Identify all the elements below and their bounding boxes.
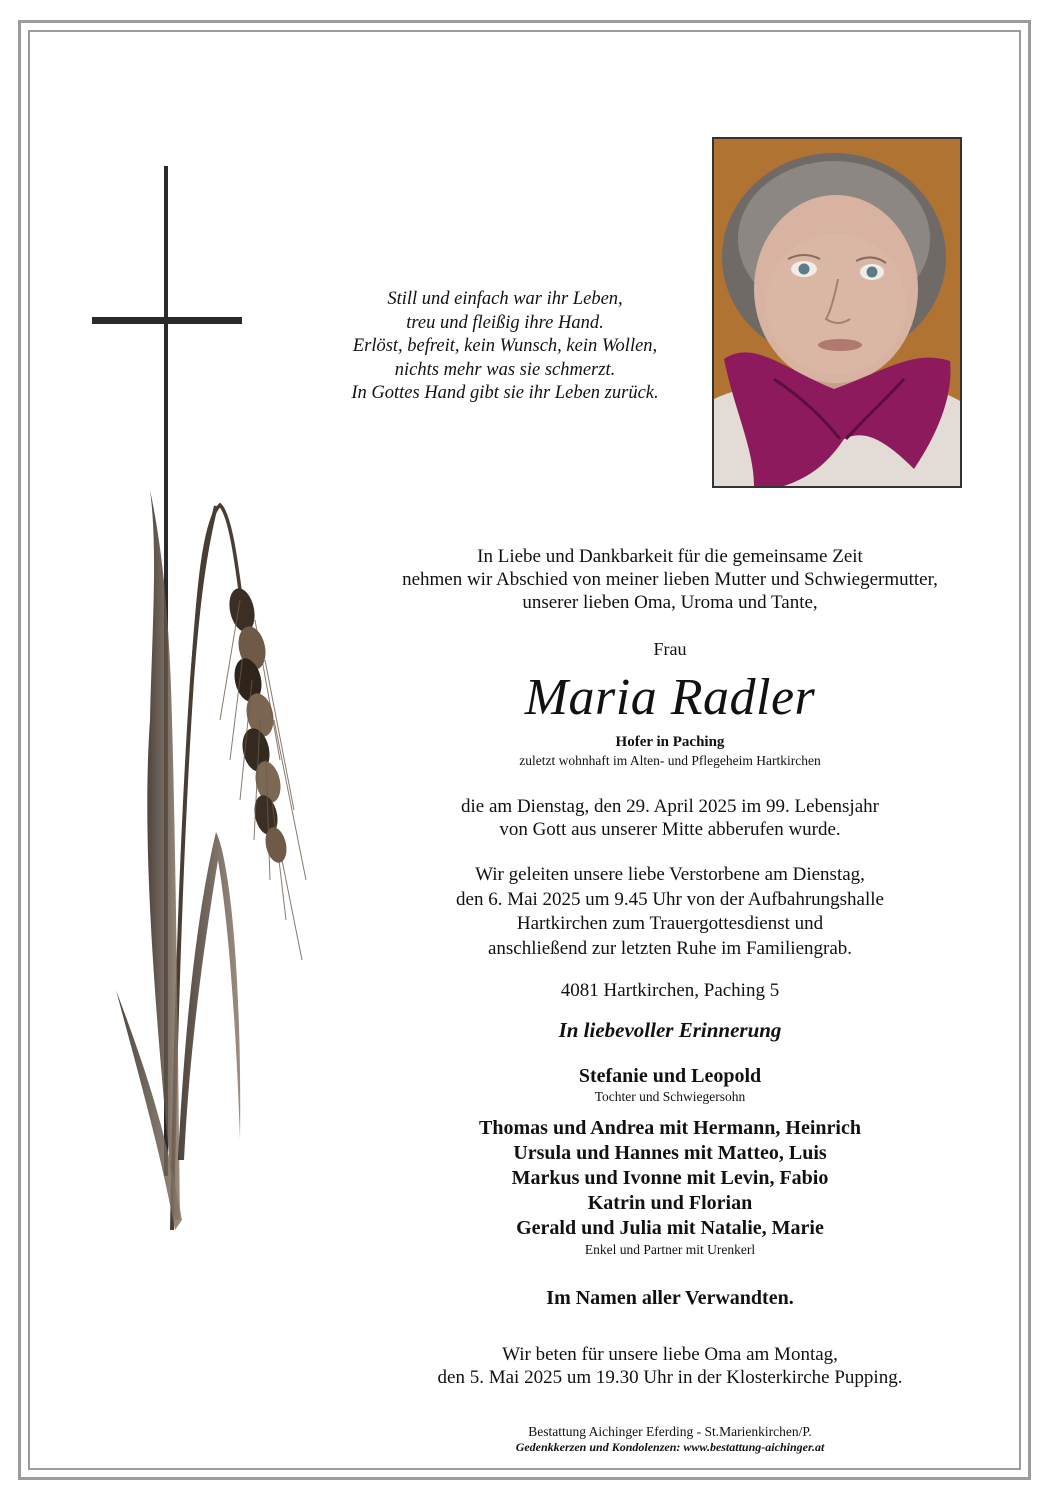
portrait-photo (712, 137, 962, 488)
cross-horizontal-bar (92, 317, 242, 324)
grandchild-line: Katrin und Florian (587, 1192, 753, 1214)
intro-line: unserer lieben Oma, Uroma und Tante, (522, 592, 818, 613)
intro-line: In Liebe und Dankbarkeit für die gemeinsame Zeit (477, 546, 863, 567)
death-line: von Gott aus unserer Mitte abberufen wurde. (499, 819, 841, 840)
poem-line: In Gottes Hand gibt sie ihr Leben zurück. (351, 383, 659, 403)
grandchild-line: Gerald und Julia mit Natalie, Marie (516, 1217, 824, 1239)
deceased-residence: zuletzt wohnhaft im Alten- und Pflegeheim Hartkirchen (519, 753, 821, 768)
funeral-line: anschließend zur letzten Ruhe im Familiengrab. (487, 937, 853, 959)
funeral-line: den 6. Mai 2025 um 9.45 Uhr von der Aufbahrungshalle (456, 888, 884, 910)
memory-heading: In liebevoller Erinnerung (558, 1018, 782, 1042)
mourner-relatives: Im Namen aller Verwandten. (546, 1287, 794, 1309)
poem-line: nichts mehr was sie schmerzt. (394, 359, 616, 380)
poem-line: Still und einfach war ihr Leben, (387, 289, 623, 309)
prayer-notice (340, 1343, 1000, 1389)
mourner-grandchildren-relation: Enkel und Partner mit Urenkerl (584, 1242, 756, 1257)
poem-line: treu und fleißig ihre Hand. (406, 312, 604, 333)
salutation: Frau (653, 639, 687, 659)
address: 4081 Hartkirchen, Paching 5 (560, 980, 780, 1001)
deceased-name: Maria Radler (524, 669, 816, 726)
mourner-grandchildren (340, 1116, 1000, 1241)
portrait-image (714, 139, 960, 486)
mourner-daughter: Stefanie und Leopold (578, 1065, 762, 1087)
grandchild-line: Ursula und Hannes mit Matteo, Luis (513, 1142, 827, 1164)
mourner-daughter-relation: Tochter und Schwiegersohn (594, 1089, 746, 1104)
grandchild-line: Thomas und Andrea mit Hermann, Heinrich (479, 1117, 861, 1139)
intro-line: nehmen wir Abschied von meiner lieben Mutter und Schwiegermutter, (402, 569, 938, 590)
funeral-line: Hartkirchen zum Trauergottesdienst und (516, 913, 824, 934)
wheat-ear (220, 586, 306, 960)
prayer-line: Wir beten für unsere liebe Oma am Montag, (502, 1344, 838, 1365)
cross-wheat-illustration (80, 160, 340, 1250)
undertaker-footer: Bestattung Aichinger Eferding - St.Marienkirchen/P. (528, 1424, 812, 1439)
funeral-details (340, 863, 1000, 961)
death-line: die am Dienstag, den 29. April 2025 im 99. Lebensjahr (461, 796, 879, 817)
prayer-line: den 5. Mai 2025 um 19.30 Uhr in der Klosterkirche Pupping. (437, 1367, 903, 1388)
intro-text (340, 545, 1000, 614)
poem-line: Erlöst, befreit, kein Wunsch, kein Wollen, (352, 336, 658, 356)
website-footer: Gedenkkerzen und Kondolenzen: www.bestattung-aichinger.at (515, 1440, 825, 1454)
death-notice (340, 795, 1000, 841)
deceased-title: Hofer in Paching (615, 734, 725, 750)
poem (310, 288, 700, 406)
funeral-line: Wir geleiten unsere liebe Verstorbene am Dienstag, (475, 864, 865, 885)
grandchild-line: Markus und Ivonne mit Levin, Fabio (511, 1167, 829, 1189)
wheat-leaf-middle (178, 832, 240, 1160)
